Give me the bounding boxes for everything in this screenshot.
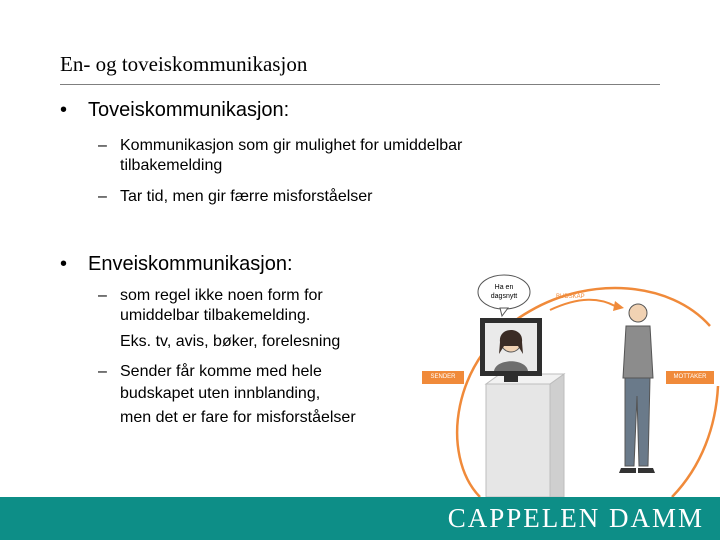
receiver-label: MOTTAKER [666, 371, 714, 384]
bullet-marker: • [60, 99, 68, 121]
loop-arc-right [672, 386, 718, 497]
publisher-logo: CAPPELEN DAMM [447, 503, 704, 533]
pedestal [486, 384, 550, 497]
sub-bullet-line: tilbakemelding [120, 157, 223, 174]
receiver-shoe-right [638, 468, 655, 473]
speech-bubble-tail [500, 308, 508, 316]
slide-title: En- og toveiskommunikasjon [60, 52, 308, 76]
speech-bubble-line: Ha en [494, 284, 514, 291]
communication-illustration [420, 266, 720, 497]
sub-bullet-marker: – [98, 137, 107, 154]
message-arrow-head [613, 301, 624, 311]
message-arrow [550, 300, 615, 310]
sub-bullet-line: umiddelbar tilbakemelding. [120, 307, 311, 324]
sub-bullet-line: men det er fare for misforståelser [120, 409, 356, 426]
receiver-torso [623, 326, 653, 378]
bullet-text: Enveiskommunikasjon: [88, 253, 293, 275]
sub-bullet-line: Sender får komme med hele [120, 363, 322, 380]
pedestal-side [550, 374, 564, 497]
title-divider [60, 84, 660, 85]
sub-bullet-marker: – [98, 363, 107, 380]
receiver-legs [625, 378, 650, 466]
sub-bullet-marker: – [98, 188, 107, 205]
receiver-head [629, 304, 647, 322]
sub-bullet-line: Eks. tv, avis, bøker, forelesning [120, 333, 341, 350]
footer-bar [0, 497, 720, 540]
message-label: BUDSKAP [556, 294, 585, 300]
sub-bullet-line: Kommunikasjon som gir mulighet for umiddelbar [120, 137, 463, 154]
sender-label: SENDER [422, 371, 464, 384]
speech-bubble-line: dagsnytt [490, 293, 518, 300]
tv-stand [504, 376, 518, 382]
sub-bullet-line: budskapet uten innblanding, [120, 385, 321, 402]
sub-bullet-marker: – [98, 287, 107, 304]
bullet-marker: • [60, 253, 68, 275]
receiver-shoe-left [619, 468, 636, 473]
bullet-text: Toveiskommunikasjon: [88, 99, 290, 121]
sub-bullet-line: Tar tid, men gir færre misforståelser [120, 188, 373, 205]
sub-bullet-line: som regel ikke noen form for [120, 287, 323, 304]
speech-bubble [478, 275, 530, 309]
